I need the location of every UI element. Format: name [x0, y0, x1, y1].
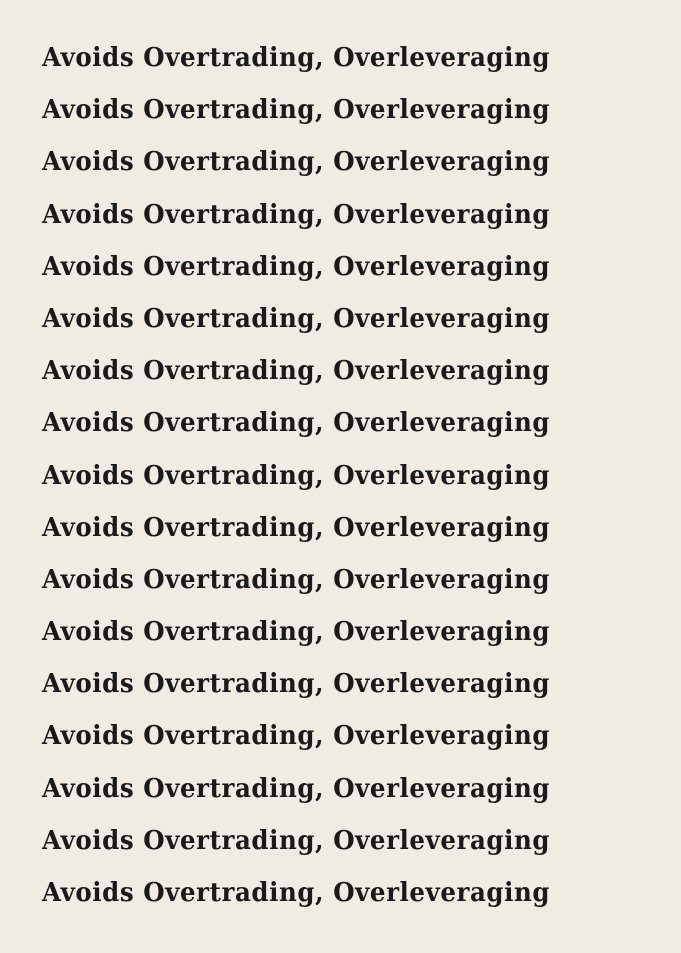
- repeated-text-list: [42, 38, 642, 925]
- repeated-text-line: Avoids Overtrading, Overleveraging: [42, 42, 551, 73]
- repeated-text-line: Avoids Overtrading, Overleveraging: [42, 511, 551, 543]
- repeated-text-line: Avoids Overtrading, Overleveraging: [42, 563, 551, 595]
- repeated-text-line: Avoids Overtrading, Overleveraging: [42, 94, 551, 126]
- repeated-text-line: Avoids Overtrading, Overleveraging: [42, 250, 551, 282]
- repeated-text-line: Avoids Overtrading, Overleveraging: [42, 824, 551, 856]
- repeated-text-line: Avoids Overtrading, Overleveraging: [42, 146, 551, 178]
- repeated-text-line: Avoids Overtrading, Overleveraging: [42, 355, 551, 387]
- repeated-text-line: Avoids Overtrading, Overleveraging: [42, 616, 551, 648]
- repeated-text-line: Avoids Overtrading, Overleveraging: [42, 720, 551, 752]
- repeated-text-line: Avoids Overtrading, Overleveraging: [42, 198, 551, 230]
- repeated-text-line: Avoids Overtrading, Overleveraging: [42, 668, 551, 700]
- repeated-text-line: Avoids Overtrading, Overleveraging: [42, 459, 551, 491]
- repeated-text-line: Avoids Overtrading, Overleveraging: [42, 407, 551, 439]
- repeated-text-line: Avoids Overtrading, Overleveraging: [42, 772, 551, 804]
- repeated-text-line: Avoids Overtrading, Overleveraging: [42, 877, 551, 908]
- repeated-text-line: Avoids Overtrading, Overleveraging: [42, 302, 551, 334]
